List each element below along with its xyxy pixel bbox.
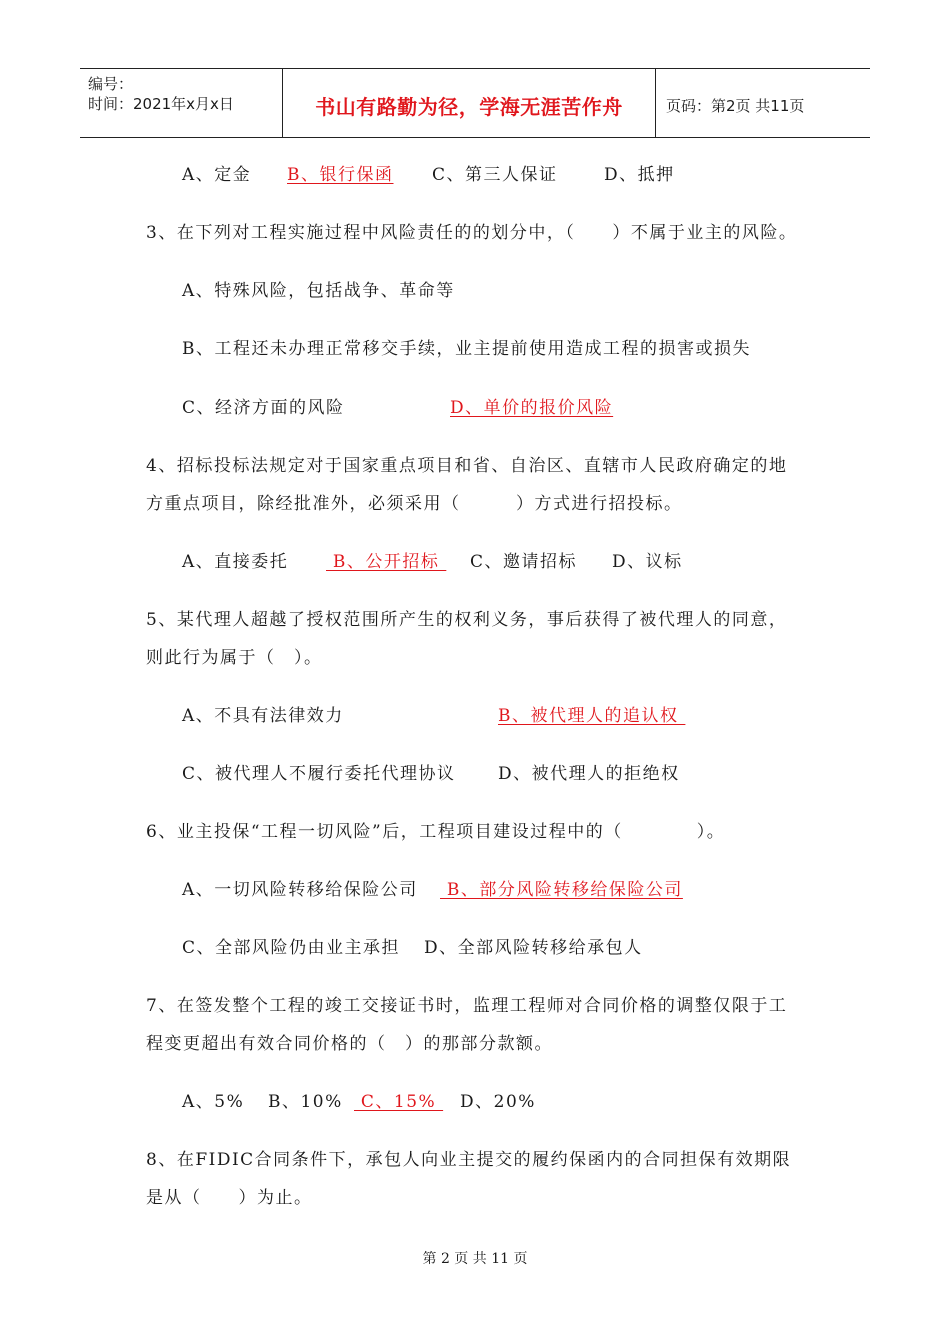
q7-stem-line-1: 7、在签发整个工程的竣工交接证书时，监理工程师对合同价格的调整仅限于工	[146, 996, 788, 1016]
q5-stem-line-1: 5、某代理人超越了授权范围所产生的权利义务，事后获得了被代理人的同意，	[146, 610, 788, 630]
header-motto: 书山有路勤为径，学海无涯苦作舟	[315, 95, 623, 119]
q7-option-d: D、20%	[460, 1092, 536, 1112]
q6-option-b-answer: B、部分风险转移给保险公司	[440, 880, 683, 900]
q3-option-d-answer: D、单价的报价风险	[450, 398, 614, 418]
q4-option-c: C、邀请招标	[470, 552, 578, 572]
q6-option-a: A、一切风险转移给保险公司	[182, 880, 418, 900]
q6-option-d: D、全部风险转移给承包人	[424, 938, 643, 958]
q8-stem-line-2: 是从（ ）为止。	[146, 1188, 313, 1208]
q5-stem-line-2: 则此行为属于（ ）。	[146, 648, 323, 668]
q3-stem: 3、在下列对工程实施过程中风险责任的的划分中，（ ）不属于业主的风险。	[146, 223, 798, 243]
header-page-cell	[656, 69, 870, 137]
header-motto-cell	[283, 69, 656, 137]
q5-option-c: C、被代理人不履行委托代理协议	[182, 764, 456, 784]
q4-option-b-answer: B、公开招标	[326, 552, 447, 572]
q3-option-a: A、特殊风险，包括战争、革命等	[182, 281, 455, 301]
q5-option-b-answer: B、被代理人的追认权	[498, 706, 686, 726]
q7-option-a: A、5%	[182, 1092, 245, 1112]
document-date-label: 时间：2021年x月x日	[88, 95, 234, 113]
q4-stem-line-2: 方重点项目，除经批准外，必须采用（ ）方式进行招投标。	[146, 494, 683, 514]
q4-option-a: A、直接委托	[182, 552, 289, 572]
header-page-info: 页码：第2页 共11页	[666, 97, 805, 115]
q5-option-d: D、被代理人的拒绝权	[498, 764, 680, 784]
q3-option-b: B、工程还未办理正常移交手续，业主提前使用造成工程的损害或损失	[182, 339, 751, 359]
q6-option-c: C、全部风险仍由业主承担	[182, 938, 401, 958]
q7-stem-line-2: 程变更超出有效合同价格的（ ）的那部分款额。	[146, 1034, 553, 1054]
page-header	[80, 68, 870, 138]
q2-option-c: C、第三人保证	[432, 165, 558, 185]
q7-option-b: B、10%	[268, 1092, 343, 1112]
q7-option-c-answer: C、15%	[354, 1092, 444, 1112]
q8-stem-line-1: 8、在FIDIC合同条件下，承包人向业主提交的履约保函内的合同担保有效期限	[146, 1150, 792, 1170]
q4-stem-line-1: 4、招标投标法规定对于国家重点项目和省、自治区、直辖市人民政府确定的地	[146, 456, 788, 476]
q2-option-a: A、定金	[182, 165, 252, 185]
q3-option-c: C、经济方面的风险	[182, 398, 345, 418]
q2-option-b-answer: B、银行保函	[287, 165, 394, 185]
q5-option-a: A、不具有法律效力	[182, 706, 344, 726]
page-footer: 第 2 页 共 11 页	[422, 1251, 528, 1267]
q4-option-d: D、议标	[612, 552, 683, 572]
header-meta-cell	[80, 69, 283, 137]
document-number-label: 编号：	[88, 75, 134, 93]
q2-option-d: D、抵押	[604, 165, 675, 185]
q6-stem: 6、业主投保“工程一切风险”后，工程项目建设过程中的（ ）。	[146, 822, 726, 842]
